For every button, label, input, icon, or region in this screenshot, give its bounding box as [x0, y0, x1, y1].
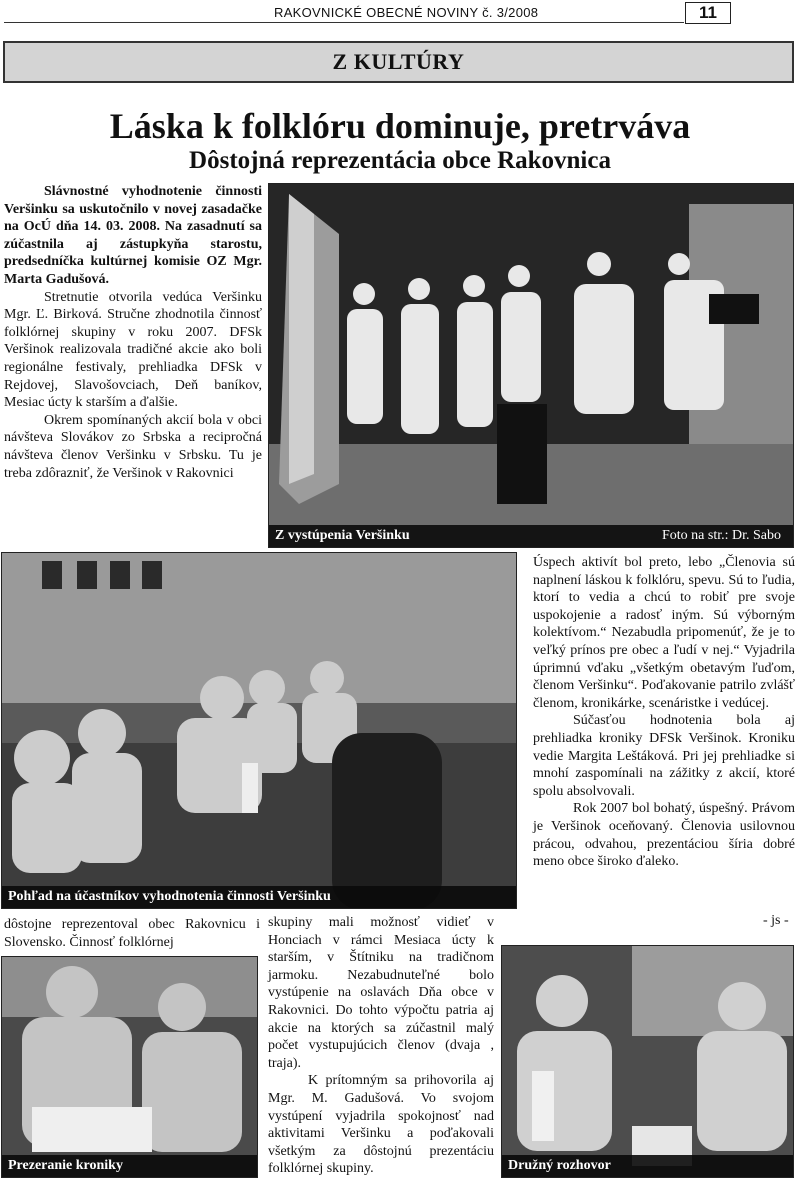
newspaper-name: RAKOVNICKÉ OBECNÉ NOVINY	[274, 5, 479, 20]
chat-photo-caption: Družný rozhovor	[502, 1155, 793, 1177]
article-headline: Láska k folklóru dominuje, pretrváva	[109, 106, 691, 146]
newspaper-title	[274, 5, 538, 20]
audience-photo-caption: Pohľad na účastníkov vyhodnotenia činnosti Veršinku	[2, 886, 516, 908]
article-paragraph: Úspech aktivít bol preto, lebo „Členovia sú naplnení láskou k folklóru, spevu. Sú to ľudia, ktorí to vedia a chcú to robiť pre svoje uspokojenie a radosť iným. Sú výborným kolektívom.“ Nezabudla pripomenúť, že je to veľký prínos pre obec a ľudí v nej.“ Vyjadrila úprimnú vďaku „všetkým obetavým ľuďom, členom Veršinku“. Poďakovanie patrilo zvlášť členom, kronikárke, scenáristke i vedúcej.	[533, 555, 795, 711]
article-paragraph: Súčasťou hodnotenia bola aj prehliadka kroniky DFSk Veršinok. Kroniku vedie Margita Leštáková. Pri jej prehliadke si mnohí zaspomínali na zážitky z akcií, ktoré spolu absolvovali.	[533, 713, 795, 799]
chat-photo	[501, 945, 794, 1178]
audience-photo	[1, 552, 517, 909]
article-paragraph: Rok 2007 bol bohatý, úspešný. Právom je Veršinok oceňovaný. Členovia usilovnou prácou, odvahou, prezentáciou šíria dobré meno obce široko ďaleko.	[533, 801, 795, 870]
masthead	[4, 2, 794, 24]
stage-performance-photo	[268, 183, 794, 548]
audience-image	[2, 553, 517, 909]
article-lead: Slávnostné vyhodnotenie činnosti Veršinku sa uskutočnilo v novej zasadačke na OcÚ dňa 14. 03. 2008. Na zasadnutí sa zúčastnila aj zástupkyňa starostu, predsedníčka kultúrnej komisie OZ Mgr. Marta Gadušová.	[4, 184, 262, 287]
article-subheadline: Dôstojná reprezentácia obce Rakovnica	[189, 147, 611, 174]
masthead-rule	[4, 22, 684, 23]
page-number: 11	[685, 2, 731, 24]
article-paragraph: Stretnutie otvorila vedúca Veršinku Mgr. Ľ. Birková. Stručne zhodnotila činnosť folklórnej skupiny v roku 2007. DFSk Veršinok realizovala tradičné akcie ako boli regionálne festivaly, prehliadka DFSk v Rejdovej, Slavošovciach, Deň baníkov, Mesiac úcty k starším a ďalšie.	[4, 289, 262, 411]
issue-number: č. 3/2008	[482, 5, 539, 20]
article-paragraph: K prítomným sa prihovorila aj Mgr. M. Gadušová. Vo svojom vystúpení vyjadrila spokojnosť nad aktivitami Veršinku a poďakovali všetkým za dôstojnú prezentáciu folklórnej skupiny.	[268, 1073, 494, 1177]
article-paragraph: skupiny mali možnosť vidieť v Honciach v rámci Mesiaca úcty k starším, v Štítniku na tradičnom jarmoku. Nezabudnuteľné bolo vystúpenie na oslavách Dňa obce v Rakovnici. Do tohto výpočtu patria aj akcie na ktorých sa zúčastnil malý počet vystupujúcich členov (dvaja , traja).	[268, 915, 494, 1071]
article-column-left	[4, 183, 262, 482]
article-paragraph: Okrem spomínaných akcií bola v obci návšteva Slovákov zo Srbska a recipročná návšteva členov Veršinku v Srbsku. Tu je treba zdôrazniť, že Veršinok v Rakovnici	[4, 412, 262, 481]
article-column-right	[533, 554, 795, 871]
chronicle-photo	[1, 956, 258, 1178]
section-banner: Z KULTÚRY	[3, 41, 794, 83]
caption-text: Z vystúpenia Veršinku	[275, 528, 410, 543]
chronicle-image	[2, 957, 258, 1178]
chat-image	[502, 946, 794, 1178]
article-continuation-left	[4, 916, 260, 951]
article-paragraph: dôstojne reprezentoval obec Rakovnicu i Slovensko. Činnosť folklórnej	[4, 917, 260, 950]
stage-photo-caption	[269, 525, 793, 547]
article-column-middle	[268, 914, 494, 1178]
chronicle-photo-caption: Prezeranie kroniky	[2, 1155, 257, 1177]
author-signature: - js -	[763, 913, 789, 928]
photo-credit: Foto na str.: Dr. Sabo	[661, 528, 781, 543]
stage-performance-image	[269, 184, 794, 548]
